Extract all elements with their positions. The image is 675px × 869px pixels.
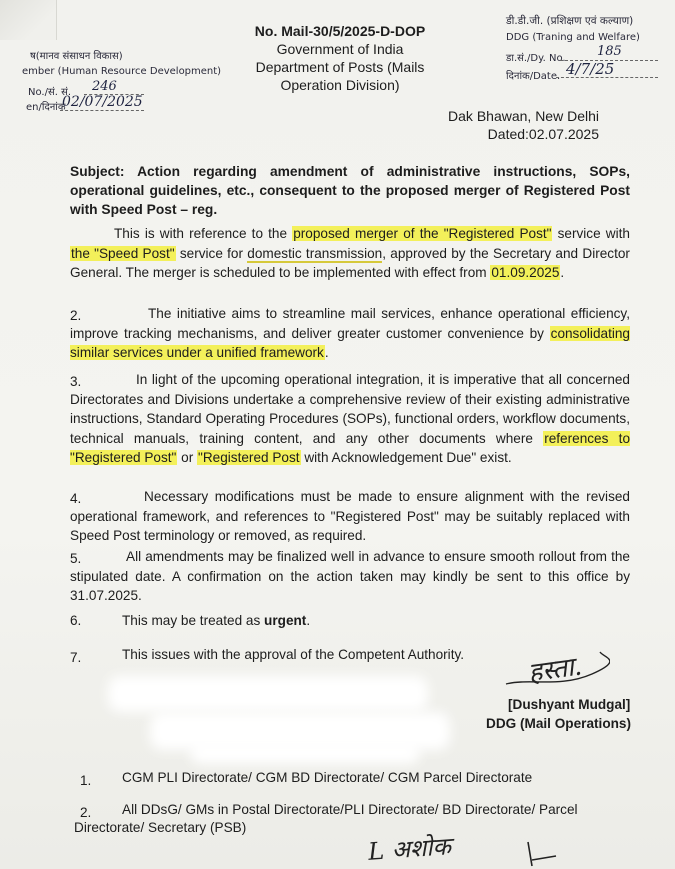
bottom-scribble: L अशोक <box>367 832 452 866</box>
para1-text-a: This is with reference to the <box>114 226 293 241</box>
distribution-1-text: CGM PLI Directorate/ CGM BD Directorate/ CGM Parcel Directorate <box>122 770 533 785</box>
paragraph-4: Necessary modifications must be made to ensure alignment with the revised operational framework, and references to "Registered Post" may be suitably replaced with Speed Post terminology or removed, as required. <box>70 489 630 543</box>
para1-text-g: , approved by the Secretary and Director General. The merger is scheduled to be implemented with effect from <box>70 245 630 280</box>
stamp-right-date-value: 4/7/25 <box>566 60 615 78</box>
paragraph-6 <box>122 613 310 628</box>
para6-number: 6. <box>70 613 82 628</box>
para6-text-c: . <box>306 613 311 628</box>
para1-text-e: service for <box>175 245 248 261</box>
signature: हस्ता. <box>526 651 584 689</box>
para4-number: 4. <box>70 491 82 506</box>
stamp-left-no-label: No./सं. सं. <box>28 87 72 98</box>
para7-number: 7. <box>70 650 82 665</box>
paragraph-5: All amendments may be finalized well in advance to ensure smooth rollout from the stipulated date. A confirmation on the action taken may kindly be sent to this office by 31.07.2025. <box>70 549 630 603</box>
signature-flourish <box>500 648 610 692</box>
stamp-right-dy-label: डा.सं./Dy. No. <box>506 53 566 64</box>
redacted-block-1 <box>108 676 428 712</box>
para3-text-c: or <box>177 450 198 465</box>
stamp-right-line1: डी.डी.जी. (प्रशिक्षण एवं कल्याण) <box>506 15 634 27</box>
subject-text: Action regarding amendment of administrative instructions, SOPs, operational guidelines, etc., consequent to the proposed merger of Registered Post with Speed Post – reg. <box>70 164 631 217</box>
stamp-right-date-label: दिनांक/Date. <box>506 71 561 82</box>
para2-highlight-framework: consolidating similar services under a unified framework <box>70 325 630 360</box>
para1-text-i: . <box>560 265 565 280</box>
stamp-left-date-label: en/दिनांक <box>26 102 66 113</box>
para1-text-c: service with <box>552 226 630 241</box>
redacted-block-3 <box>190 742 420 764</box>
stamp-left-date-line <box>60 110 144 111</box>
distribution-2-line2: Directorate/ Secretary (PSB) <box>74 820 247 835</box>
para3-highlight-registered-post: "Registered Post <box>198 450 300 465</box>
stamp-left-line2: ember (Human Resource Development) <box>22 66 222 77</box>
signatory-name: [Dushyant Mudgal] <box>508 697 631 712</box>
para1-underline-domestic: domestic transmission <box>247 245 383 261</box>
signatory-title: DDG (Mail Operations) <box>486 716 632 731</box>
reference-number: No. Mail-30/5/2025-D-DOP <box>254 23 426 39</box>
stamp-right-dy-value: 185 <box>597 44 622 59</box>
paragraph-1 <box>70 224 630 283</box>
stamp-right-line2: DDG (Traning and Welfare) <box>506 32 640 43</box>
paragraph-3 <box>70 370 630 468</box>
para6-urgent: urgent <box>264 613 307 628</box>
paragraph-2 <box>70 304 630 363</box>
stamp-right-date-line <box>556 77 658 78</box>
distribution-2-number: 2. <box>80 805 92 820</box>
para1-highlight-date: 01.09.2025 <box>491 265 560 280</box>
government-line: Government of India <box>276 41 404 57</box>
paragraph-7: This issues with the approval of the Competent Authority. <box>122 647 465 662</box>
para3-number: 3. <box>70 374 82 389</box>
para6-text-a: This may be treated as <box>122 613 265 628</box>
department-line-2: Operation Division) <box>280 77 400 93</box>
page-fold <box>0 0 57 40</box>
stamp-left-line1: ष(मानव संसाधन विकास) <box>30 51 123 62</box>
para3-highlight-references: references to "Registered Post" <box>70 430 631 465</box>
para3-text-e: with Acknowledgement Due" exist. <box>300 450 512 465</box>
para5-number: 5. <box>70 551 82 566</box>
para3-text-a: In light of the upcoming operational integration, it is imperative that all concerned Directorates and Divisions undertake a comprehensive review of their existing administrative instructions, Standard Operating Procedures (SOPs), functional orders, workflow documents, technical manuals, training content, and any other documents where <box>70 372 630 446</box>
para2-text-c: . <box>324 345 329 360</box>
stamp-left-date-value: 02/07/2025 <box>62 94 143 110</box>
subject-label: Subject: <box>70 164 125 179</box>
para1-highlight-merger: proposed merger of the "Registered Post" <box>293 226 552 241</box>
subject <box>70 162 630 219</box>
para1-highlight-speed-post: the "Speed Post" <box>71 245 175 261</box>
distribution-1-number: 1. <box>80 773 92 788</box>
distribution-2-line1: All DDsG/ GMs in Postal Directorate/PLI Directorate/ BD Directorate/ Parcel <box>122 802 578 817</box>
para2-number: 2. <box>70 308 82 323</box>
department-line-1: Department of Posts (Mails <box>255 59 425 75</box>
stamp-left-no-value: 246 <box>92 79 117 94</box>
para2-text-a: The initiative aims to streamline mail services, enhance operational efficiency, improve tracking mechanisms, and deliver greater customer convenience by <box>70 306 630 341</box>
place: Dak Bhawan, New Delhi <box>448 108 599 124</box>
bottom-mark <box>520 838 560 868</box>
dated: Dated:02.07.2025 <box>487 126 599 142</box>
